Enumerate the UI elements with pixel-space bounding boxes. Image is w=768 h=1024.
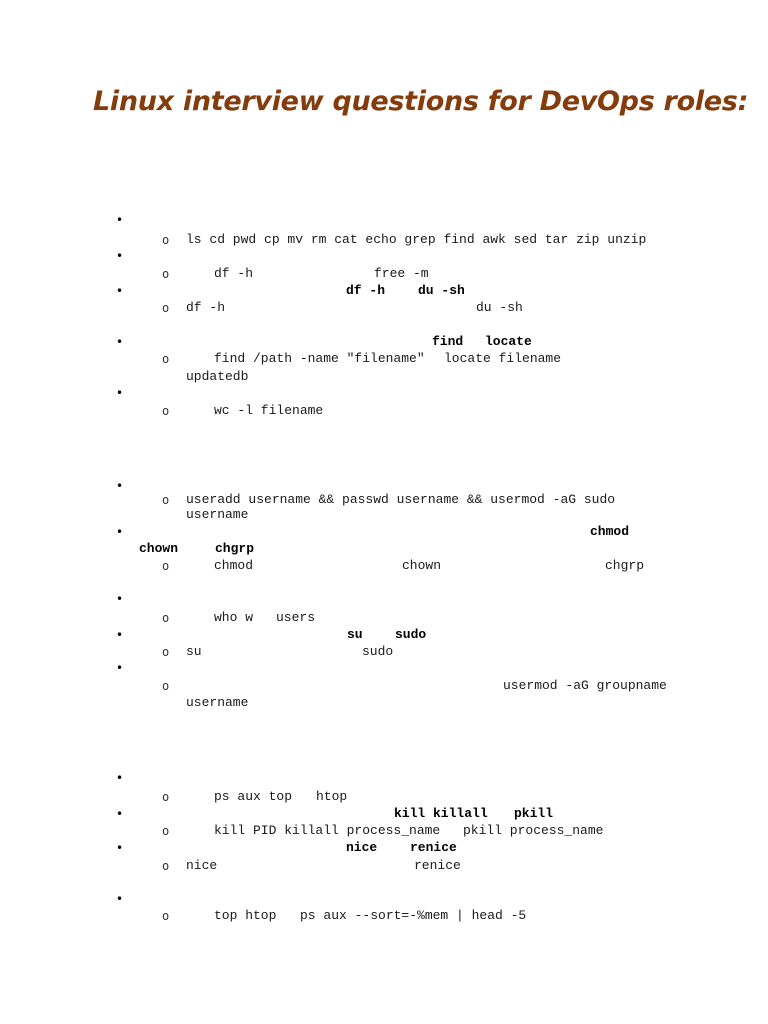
bullet: •	[116, 807, 124, 821]
bullet: •	[116, 592, 124, 606]
sub-bullet: o	[162, 301, 170, 315]
command-text: df -h	[214, 266, 254, 281]
command-text: usermod -aG groupname	[503, 678, 667, 693]
bullet: •	[116, 284, 124, 298]
command-text: free -m	[374, 266, 429, 281]
command-text: pkill process_name	[463, 823, 604, 838]
command-text: top htop	[214, 908, 277, 923]
sub-bullet: o	[162, 559, 170, 573]
command-text: updatedb	[186, 369, 249, 384]
bold-command: kill killall	[394, 806, 488, 821]
command-text: htop	[316, 789, 348, 804]
bold-command: chmod	[590, 524, 630, 539]
command-text: renice	[414, 858, 461, 873]
bold-command: du -sh	[418, 283, 465, 298]
bullet: •	[116, 841, 124, 855]
bullet: •	[116, 661, 124, 675]
command-text: chgrp	[605, 558, 645, 573]
bullet: •	[116, 525, 124, 539]
command-text: wc -l filename	[214, 403, 324, 418]
command-text: ps aux top	[214, 789, 293, 804]
bullet: •	[116, 479, 124, 493]
command-text: locate filename	[444, 351, 562, 366]
command-text: useradd username && passwd username && usermod -aG sudo	[186, 492, 616, 507]
bold-command: renice	[410, 840, 457, 855]
sub-bullet: o	[162, 611, 170, 625]
sub-bullet: o	[162, 267, 170, 281]
sub-bullet: o	[162, 909, 170, 923]
command-text: sudo	[362, 644, 394, 659]
sub-bullet: o	[162, 493, 170, 507]
command-text: chmod	[214, 558, 254, 573]
bold-command: nice	[346, 840, 378, 855]
command-text: du -sh	[476, 300, 523, 315]
sub-bullet: o	[162, 790, 170, 804]
bold-command: find	[432, 334, 464, 349]
command-text: username	[186, 507, 249, 522]
command-text: who w	[214, 610, 254, 625]
page-title: Linux interview questions for DevOps roles:	[93, 86, 749, 117]
sub-bullet: o	[162, 404, 170, 418]
bold-command: chgrp	[215, 541, 255, 556]
bullet: •	[116, 771, 124, 785]
bold-command: locate	[485, 334, 532, 349]
bullet: •	[116, 213, 124, 227]
command-text: kill PID killall process_name	[214, 823, 441, 838]
sub-bullet: o	[162, 824, 170, 838]
sub-bullet: o	[162, 679, 170, 693]
bullet: •	[116, 628, 124, 642]
bold-command: su	[347, 627, 363, 642]
command-text: nice	[186, 858, 218, 873]
command-text: username	[186, 695, 249, 710]
bold-command: sudo	[395, 627, 427, 642]
command-text: chown	[402, 558, 442, 573]
bold-command: df -h	[346, 283, 386, 298]
command-text: find /path -name "filename"	[214, 351, 425, 366]
bullet: •	[116, 249, 124, 263]
sub-bullet: o	[162, 352, 170, 366]
sub-bullet: o	[162, 859, 170, 873]
bullet: •	[116, 892, 124, 906]
command-text: df -h	[186, 300, 226, 315]
sub-bullet: o	[162, 233, 170, 247]
bullet: •	[116, 335, 124, 349]
command-text: users	[276, 610, 316, 625]
command-text: ps aux --sort=-%mem | head -5	[300, 908, 527, 923]
command-text: su	[186, 644, 202, 659]
sub-bullet: o	[162, 645, 170, 659]
bold-command: pkill	[514, 806, 554, 821]
bold-command: chown	[139, 541, 179, 556]
command-text: ls cd pwd cp mv rm cat echo grep find awk sed tar zip unzip	[186, 232, 647, 247]
bullet: •	[116, 386, 124, 400]
